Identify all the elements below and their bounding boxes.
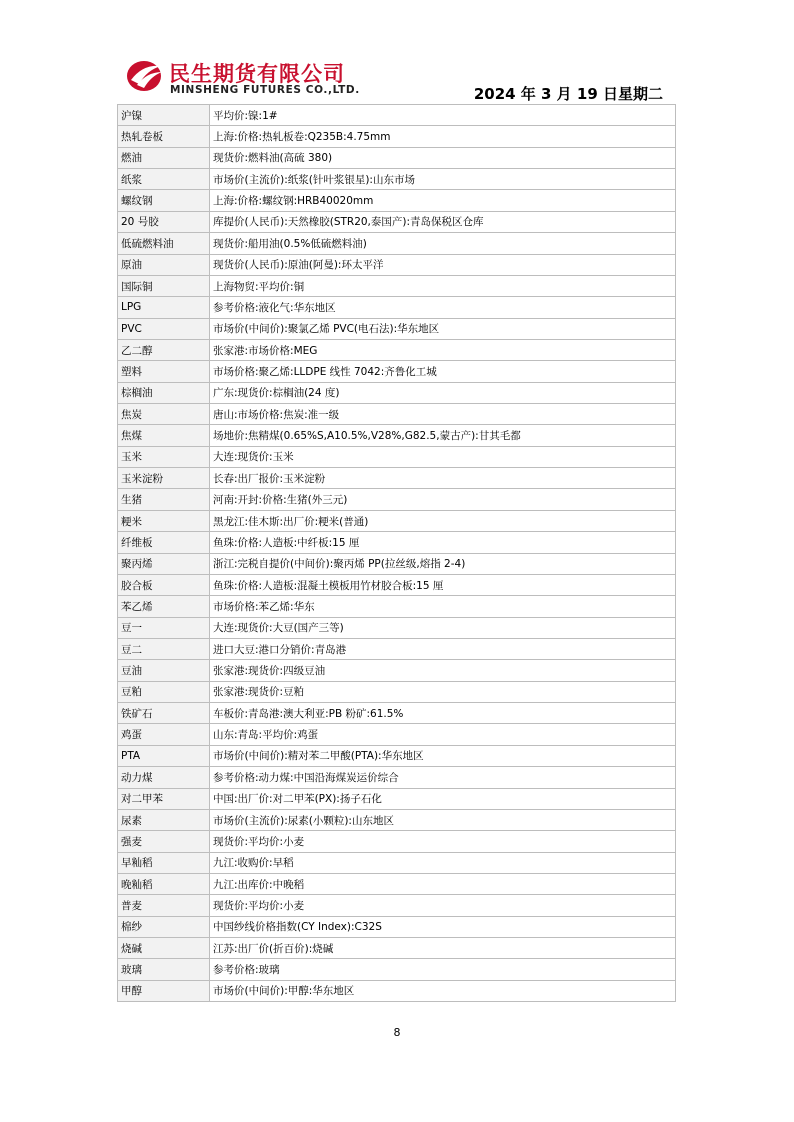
- commodity-name: 粳米: [118, 510, 210, 531]
- table-row: [118, 831, 676, 852]
- table-row: [118, 510, 676, 531]
- price-source: 九江:出库价:中晚稻: [210, 873, 676, 894]
- table-row: [118, 745, 676, 766]
- table-row: [118, 382, 676, 403]
- commodity-name: PVC: [118, 318, 210, 339]
- price-source: 库提价(人民币):天然橡胶(STR20,泰国产):青岛保税区仓库: [210, 211, 676, 232]
- table-row: [118, 404, 676, 425]
- page-number: 8: [393, 1026, 401, 1039]
- table-row: [118, 681, 676, 702]
- table-row: [118, 254, 676, 275]
- commodity-name: 豆油: [118, 660, 210, 681]
- commodity-name: 强麦: [118, 831, 210, 852]
- report-date: 2024 年 3 月 19 日星期二: [473, 85, 663, 103]
- price-source: 车板价:青岛港:澳大利亚:PB 粉矿:61.5%: [210, 703, 676, 724]
- price-source: 上海:价格:热轧板卷:Q235B:4.75mm: [210, 126, 676, 147]
- table-row: [118, 873, 676, 894]
- minsheng-logo-icon: [125, 58, 165, 94]
- commodity-name: 燃油: [118, 147, 210, 168]
- table-row: [118, 596, 676, 617]
- table-row: [118, 980, 676, 1001]
- price-source: 黑龙江:佳木斯:出厂价:粳米(普通): [210, 510, 676, 531]
- price-source: 上海:价格:螺纹钢:HRB40020mm: [210, 190, 676, 211]
- price-source: 浙江:完税自提价(中间价):聚丙烯 PP(拉丝级,熔指 2-4): [210, 553, 676, 574]
- price-source: 市场价(中间价):聚氯乙烯 PVC(电石法):华东地区: [210, 318, 676, 339]
- price-source: 现货价:船用油(0.5%低硫燃料油): [210, 233, 676, 254]
- commodity-name: 20 号胶: [118, 211, 210, 232]
- commodity-name: 尿素: [118, 809, 210, 830]
- company-name-en: MINSHENG FUTURES CO.,LTD.: [170, 84, 360, 96]
- price-source: 广东:现货价:棕榈油(24 度): [210, 382, 676, 403]
- price-source: 参考价格:玻璃: [210, 959, 676, 980]
- commodity-name: 普麦: [118, 895, 210, 916]
- table-row: [118, 724, 676, 745]
- commodity-name: 原油: [118, 254, 210, 275]
- table-row: [118, 553, 676, 574]
- table-row: [118, 938, 676, 959]
- commodity-name: 乙二醇: [118, 339, 210, 360]
- table-row: [118, 211, 676, 232]
- table-row: [118, 425, 676, 446]
- price-source: 九江:收购价:早稻: [210, 852, 676, 873]
- table-row: [118, 361, 676, 382]
- commodity-name: LPG: [118, 297, 210, 318]
- price-source: 市场价(中间价):甲醇:华东地区: [210, 980, 676, 1001]
- price-source: 中国:出厂价:对二甲苯(PX):扬子石化: [210, 788, 676, 809]
- commodity-name: PTA: [118, 745, 210, 766]
- table-row: [118, 959, 676, 980]
- table-row: [118, 489, 676, 510]
- commodity-name: 烧碱: [118, 938, 210, 959]
- commodity-name: 玻璃: [118, 959, 210, 980]
- table-row: [118, 339, 676, 360]
- table-row: [118, 574, 676, 595]
- price-source: 大连:现货价:玉米: [210, 446, 676, 467]
- commodity-name: 低硫燃料油: [118, 233, 210, 254]
- table-row: [118, 767, 676, 788]
- price-source: 大连:现货价:大豆(国产三等): [210, 617, 676, 638]
- price-source: 市场价(主流价):纸浆(针叶浆银星):山东市场: [210, 169, 676, 190]
- commodity-name: 动力煤: [118, 767, 210, 788]
- table-row: [118, 105, 676, 126]
- commodity-name: 豆粕: [118, 681, 210, 702]
- commodity-name: 螺纹钢: [118, 190, 210, 211]
- commodity-name: 国际铜: [118, 275, 210, 296]
- price-source: 中国纱线价格指数(CY Index):C32S: [210, 916, 676, 937]
- table-row: [118, 660, 676, 681]
- price-source: 江苏:出厂价(折百价):烧碱: [210, 938, 676, 959]
- price-source: 现货价:燃料油(高硫 380): [210, 147, 676, 168]
- price-source: 市场价(中间价):精对苯二甲酸(PTA):华东地区: [210, 745, 676, 766]
- price-source: 张家港:市场价格:MEG: [210, 339, 676, 360]
- company-name-cn: 民生期货有限公司: [169, 62, 345, 86]
- price-source: 长春:出厂报价:玉米淀粉: [210, 468, 676, 489]
- price-source: 市场价(主流价):尿素(小颗粒):山东地区: [210, 809, 676, 830]
- commodity-name: 棕榈油: [118, 382, 210, 403]
- table-row: [118, 318, 676, 339]
- commodity-name: 胶合板: [118, 574, 210, 595]
- commodity-name: 豆一: [118, 617, 210, 638]
- table-row: [118, 126, 676, 147]
- table-row: [118, 532, 676, 553]
- price-source: 上海物贸:平均价:铜: [210, 275, 676, 296]
- page-header: [117, 56, 677, 104]
- price-source: 平均价:镍:1#: [210, 105, 676, 126]
- commodity-name: 沪镍: [118, 105, 210, 126]
- price-source: 鱼珠:价格:人造板:中纤板:15 厘: [210, 532, 676, 553]
- table-row: [118, 190, 676, 211]
- commodity-name: 焦炭: [118, 404, 210, 425]
- table-row: [118, 446, 676, 467]
- table-row: [118, 147, 676, 168]
- table-row: [118, 703, 676, 724]
- price-source: 现货价(人民币):原油(阿曼):环太平洋: [210, 254, 676, 275]
- price-source: 场地价:焦精煤(0.65%S,A10.5%,V28%,G82.5,蒙古产):甘其毛都: [210, 425, 676, 446]
- table-row: [118, 788, 676, 809]
- commodity-name: 生猪: [118, 489, 210, 510]
- price-source: 山东:青岛:平均价:鸡蛋: [210, 724, 676, 745]
- table-row: [118, 916, 676, 937]
- price-source: 现货价:平均价:小麦: [210, 895, 676, 916]
- commodity-name: 甲醇: [118, 980, 210, 1001]
- price-source: 张家港:现货价:四级豆油: [210, 660, 676, 681]
- price-source: 参考价格:液化气:华东地区: [210, 297, 676, 318]
- price-source: 唐山:市场价格:焦炭:准一级: [210, 404, 676, 425]
- price-source: 张家港:现货价:豆粕: [210, 681, 676, 702]
- price-source-table: [117, 104, 676, 1002]
- commodity-name: 豆二: [118, 638, 210, 659]
- price-source: 现货价:平均价:小麦: [210, 831, 676, 852]
- price-source: 鱼珠:价格:人造板:混凝土模板用竹材胶合板:15 厘: [210, 574, 676, 595]
- table-row: [118, 275, 676, 296]
- company-logo: [125, 56, 375, 100]
- price-source: 河南:开封:价格:生猪(外三元): [210, 489, 676, 510]
- commodity-name: 苯乙烯: [118, 596, 210, 617]
- table-row: [118, 852, 676, 873]
- commodity-name: 纤维板: [118, 532, 210, 553]
- table-row: [118, 169, 676, 190]
- commodity-name: 玉米: [118, 446, 210, 467]
- table-row: [118, 895, 676, 916]
- commodity-name: 塑料: [118, 361, 210, 382]
- table-row: [118, 468, 676, 489]
- commodity-name: 棉纱: [118, 916, 210, 937]
- commodity-name: 晚籼稻: [118, 873, 210, 894]
- commodity-name: 鸡蛋: [118, 724, 210, 745]
- commodity-name: 纸浆: [118, 169, 210, 190]
- table-row: [118, 809, 676, 830]
- price-source: 参考价格:动力煤:中国沿海煤炭运价综合: [210, 767, 676, 788]
- price-source: 进口大豆:港口分销价:青岛港: [210, 638, 676, 659]
- price-source: 市场价格:聚乙烯:LLDPE 线性 7042:齐鲁化工城: [210, 361, 676, 382]
- commodity-name: 铁矿石: [118, 703, 210, 724]
- commodity-name: 焦煤: [118, 425, 210, 446]
- table-row: [118, 638, 676, 659]
- table-row: [118, 617, 676, 638]
- table-row: [118, 297, 676, 318]
- commodity-name: 对二甲苯: [118, 788, 210, 809]
- commodity-name: 玉米淀粉: [118, 468, 210, 489]
- commodity-name: 热轧卷板: [118, 126, 210, 147]
- commodity-name: 聚丙烯: [118, 553, 210, 574]
- table-row: [118, 233, 676, 254]
- commodity-name: 早籼稻: [118, 852, 210, 873]
- price-source: 市场价格:苯乙烯:华东: [210, 596, 676, 617]
